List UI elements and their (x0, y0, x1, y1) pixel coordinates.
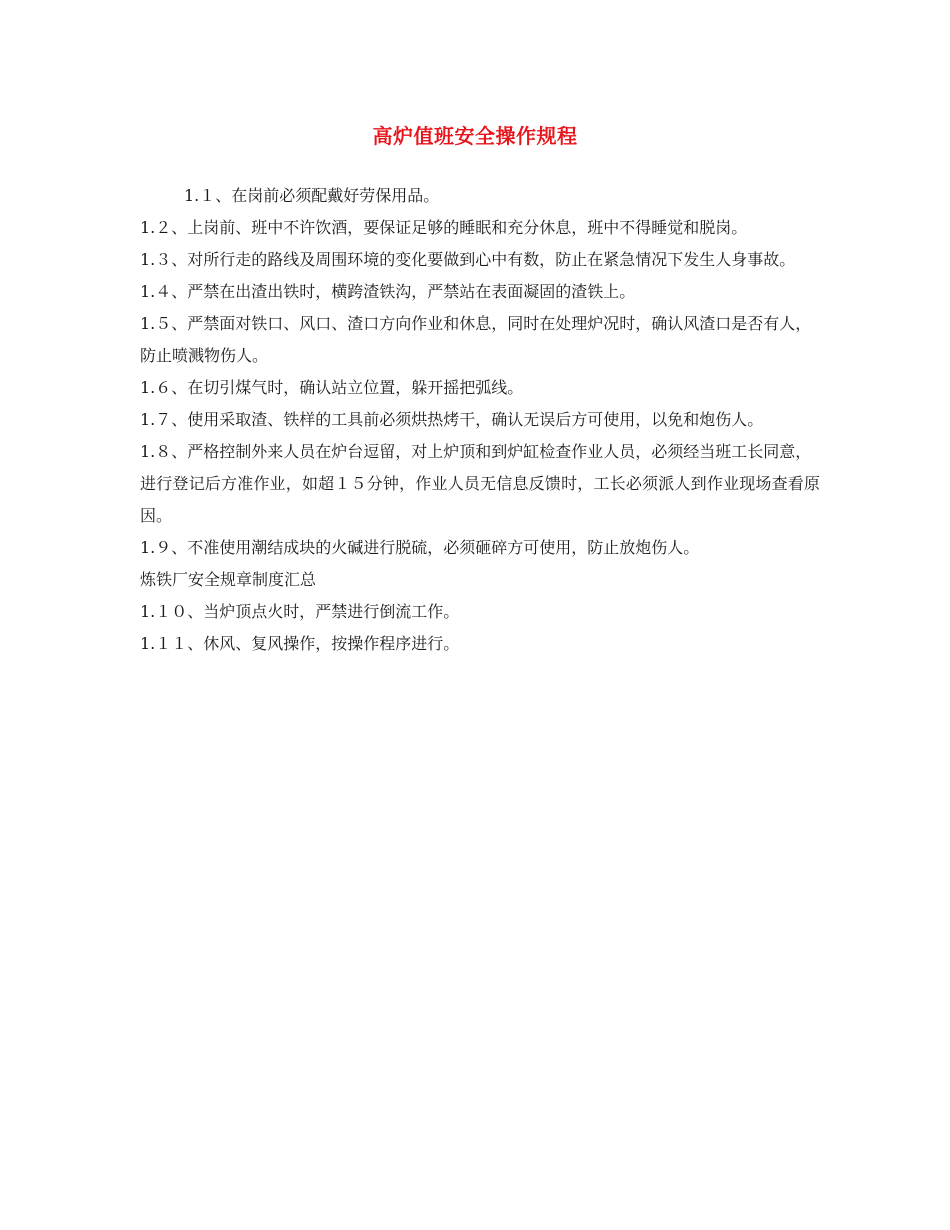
paragraph-1-8-continued: 进行登记后方准作业，如超１５分钟，作业人员无信息反馈时，工长必须派人到作业现场查看原因。 (140, 474, 820, 525)
document-body (140, 180, 820, 660)
paragraph-1-8: 1.８、严格控制外来人员在炉台逗留，对上炉顶和到炉缸检查作业人员，必须经当班工长同意， (140, 442, 812, 461)
paragraph-1-7: 1.７、使用采取渣、铁样的工具前必须烘热烤干，确认无误后方可使用，以免和炮伤人。 (140, 410, 764, 429)
paragraph-1-4: 1.４、严禁在出渣出铁时，横跨渣铁沟，严禁站在表面凝固的渣铁上。 (140, 282, 636, 301)
paragraph-1-5: 1.５、严禁面对铁口、风口、渣口方向作业和休息，同时在处理炉况时，确认风渣口是否有人， (140, 314, 812, 333)
paragraph-1-3: 1.３、对所行走的路线及周围环境的变化要做到心中有数，防止在紧急情况下发生人身事故。 (140, 250, 796, 269)
paragraph-1-5-continued: 防止喷溅物伤人。 (140, 346, 269, 365)
paragraph-1-1: 1.１、在岗前必须配戴好劳保用品。 (184, 186, 440, 205)
paragraph-1-2: 1.２、上岗前、班中不许饮酒，要保证足够的睡眠和充分休息，班中不得睡觉和脱岗。 (140, 218, 748, 237)
document-title: 高炉值班安全操作规程 (372, 124, 578, 148)
section-note: 炼铁厂安全规章制度汇总 (140, 570, 317, 589)
paragraph-1-9: 1.９、不准使用潮结成块的火碱进行脱硫，必须砸碎方可使用，防止放炮伤人。 (140, 538, 700, 557)
paragraph-1-10: 1.１０、当炉顶点火时，严禁进行倒流工作。 (140, 602, 460, 621)
paragraph-1-11: 1.１１、休风、复风操作，按操作程序进行。 (140, 634, 460, 653)
paragraph-1-6: 1.６、在切引煤气时，确认站立位置，躲开摇把弧线。 (140, 378, 524, 397)
